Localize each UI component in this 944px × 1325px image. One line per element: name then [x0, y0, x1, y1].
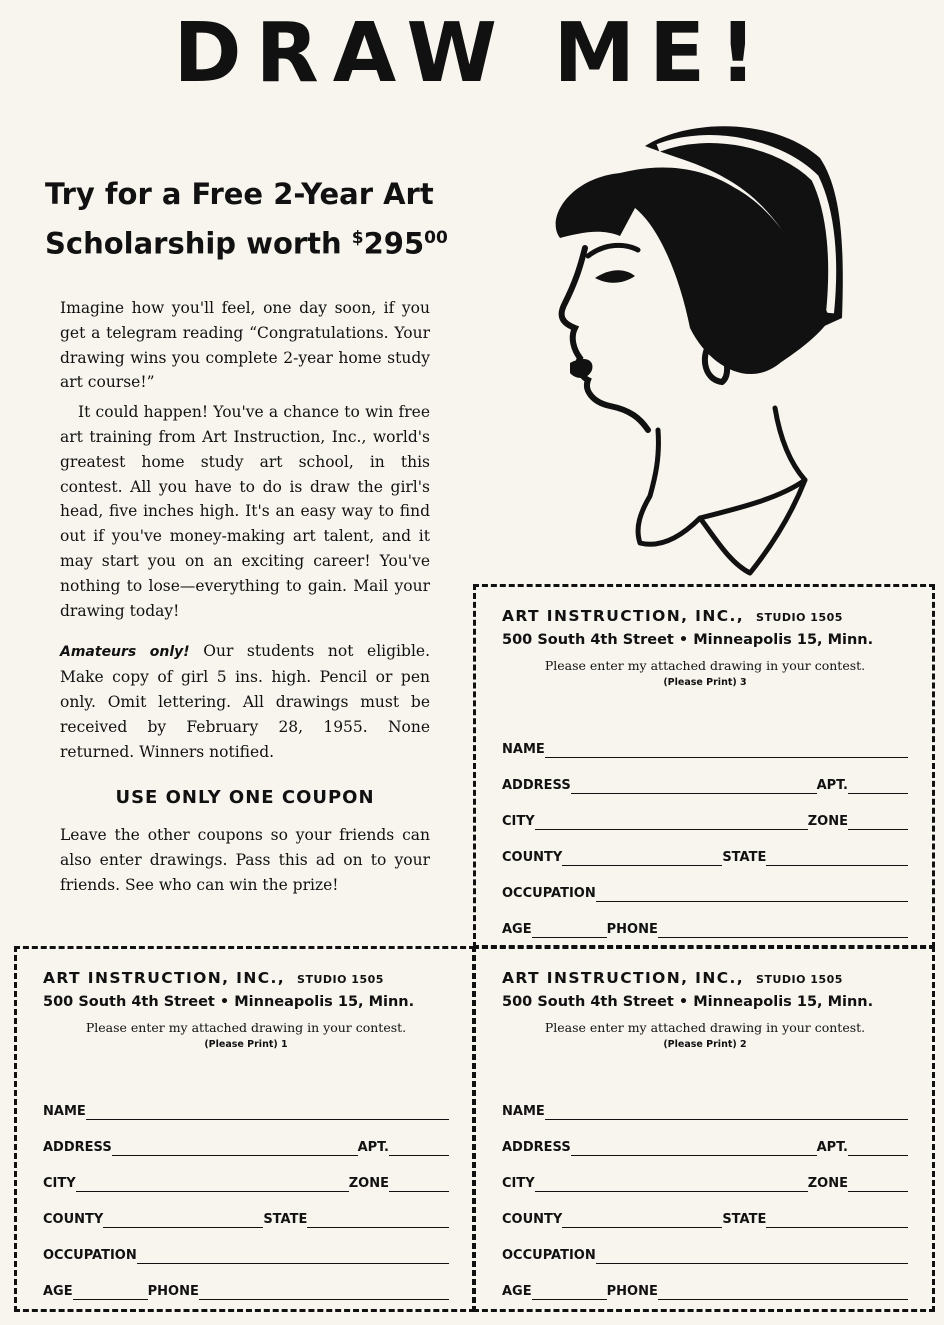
company-name: ART INSTRUCTION, INC.,: [502, 607, 745, 625]
eye: [595, 270, 635, 283]
company-address: 500 South 4th Street • Minneapolis 15, Minn.: [502, 994, 874, 1010]
apt-input-line[interactable]: [389, 1141, 449, 1156]
city-input-line[interactable]: [76, 1177, 349, 1192]
coupon-number: 3: [740, 677, 747, 688]
subhead: [45, 172, 475, 266]
zone-label: ZONE: [807, 814, 848, 829]
city-input-line[interactable]: [535, 1177, 808, 1192]
coupon-number: 2: [740, 1039, 747, 1050]
subhead-line1: Try for a Free 2-Year Art: [45, 177, 434, 211]
county-label: COUNTY: [502, 850, 563, 865]
coupon-1: [14, 946, 475, 1312]
city-input-line[interactable]: [535, 815, 808, 830]
coupon-3: [473, 584, 935, 948]
zone-input-line[interactable]: [389, 1177, 449, 1192]
please-print: (Please Print) 2: [663, 1039, 747, 1050]
apt-label: APT.: [816, 778, 848, 793]
county-label: COUNTY: [43, 1212, 104, 1227]
occupation-label: OCCUPATION: [43, 1248, 137, 1263]
state-label: STATE: [722, 1212, 767, 1227]
address-input-line[interactable]: [571, 779, 817, 794]
headline: DRAW ME!: [173, 6, 771, 101]
paragraph-3-text: Our students not eligible. Make copy of girl 5 ins. high. Pencil or pen only. Omit lettering. All drawings must be received by February 28, 1955. None returned. Winners notified.: [60, 642, 430, 761]
state-input-line[interactable]: [307, 1213, 449, 1228]
state-input-line[interactable]: [766, 851, 908, 866]
studio-number: STUDIO 1505: [756, 973, 843, 986]
age-input-line[interactable]: [73, 1285, 148, 1300]
age-label: AGE: [502, 1284, 532, 1299]
age-label: AGE: [502, 922, 532, 937]
company-address: 500 South 4th Street • Minneapolis 15, Minn.: [502, 632, 874, 648]
phone-input-line[interactable]: [658, 1285, 908, 1300]
eyebrow: [588, 245, 638, 256]
subhead-dollar: $: [351, 228, 364, 248]
city-label: CITY: [502, 1176, 535, 1191]
coupon-heading: USE ONLY ONE COUPON: [115, 787, 375, 809]
collar: [638, 480, 805, 573]
address-label: ADDRESS: [43, 1140, 112, 1155]
body-text: [60, 296, 430, 898]
lips: [570, 359, 592, 378]
address-input-line[interactable]: [571, 1141, 817, 1156]
age-input-line[interactable]: [532, 1285, 607, 1300]
occupation-label: OCCUPATION: [502, 886, 596, 901]
company-name: ART INSTRUCTION, INC.,: [502, 969, 745, 987]
apt-input-line[interactable]: [848, 1141, 908, 1156]
name-input-line[interactable]: [545, 743, 908, 758]
occupation-label: OCCUPATION: [502, 1248, 596, 1263]
apt-label: APT.: [816, 1140, 848, 1155]
entry-instruction: Please enter my attached drawing in your contest.: [544, 1020, 866, 1035]
studio-number: STUDIO 1505: [297, 973, 384, 986]
name-label: NAME: [502, 1104, 545, 1119]
please-print: (Please Print) 3: [663, 677, 747, 688]
paragraph-3: [60, 639, 430, 764]
company-name: ART INSTRUCTION, INC.,: [43, 969, 286, 987]
name-input-line[interactable]: [86, 1105, 449, 1120]
name-input-line[interactable]: [545, 1105, 908, 1120]
address-label: ADDRESS: [502, 778, 571, 793]
coupon-number: 1: [281, 1039, 288, 1050]
zone-label: ZONE: [807, 1176, 848, 1191]
company-address: 500 South 4th Street • Minneapolis 15, Minn.: [43, 994, 415, 1010]
subhead-line2: Scholarship worth: [45, 226, 352, 261]
phone-input-line[interactable]: [199, 1285, 449, 1300]
county-input-line[interactable]: [562, 851, 722, 866]
name-label: NAME: [502, 742, 545, 757]
girl-portrait-illustration: [540, 118, 850, 578]
phone-label: PHONE: [606, 1284, 658, 1299]
neck: [650, 408, 805, 496]
city-label: CITY: [502, 814, 535, 829]
name-label: NAME: [43, 1104, 86, 1119]
state-label: STATE: [263, 1212, 308, 1227]
studio-number: STUDIO 1505: [756, 611, 843, 624]
subhead-cents: 00: [424, 228, 448, 248]
apt-input-line[interactable]: [848, 779, 908, 794]
phone-label: PHONE: [606, 922, 658, 937]
apt-label: APT.: [357, 1140, 389, 1155]
state-label: STATE: [722, 850, 767, 865]
zone-label: ZONE: [348, 1176, 389, 1191]
zone-input-line[interactable]: [848, 1177, 908, 1192]
county-label: COUNTY: [502, 1212, 563, 1227]
paragraph-4: Leave the other coupons so your friends can also enter drawings. Pass this ad on to your friends. See who can win the prize!: [60, 826, 430, 894]
age-input-line[interactable]: [532, 923, 607, 938]
city-label: CITY: [43, 1176, 76, 1191]
zone-input-line[interactable]: [848, 815, 908, 830]
county-input-line[interactable]: [103, 1213, 263, 1228]
paragraph-2: It could happen! You've a chance to win free art training from Art Instruction, Inc., world's greatest home study art school, in this contest. All you have to do is draw the girl's head, five inches high. It's an easy way to find out if you've money-making art talent, and it may start you on an exciting career! You've nothing to lose—everything to gain. Mail your drawing today!: [60, 403, 430, 620]
occupation-input-line[interactable]: [596, 1249, 908, 1264]
entry-instruction: Please enter my attached drawing in your contest.: [85, 1020, 407, 1035]
age-label: AGE: [43, 1284, 73, 1299]
phone-label: PHONE: [147, 1284, 199, 1299]
occupation-input-line[interactable]: [137, 1249, 449, 1264]
amateurs-only: Amateurs only!: [60, 644, 190, 661]
state-input-line[interactable]: [766, 1213, 908, 1228]
phone-input-line[interactable]: [658, 923, 908, 938]
coupon-2: [473, 946, 935, 1312]
please-print: (Please Print) 1: [204, 1039, 288, 1050]
county-input-line[interactable]: [562, 1213, 722, 1228]
subhead-amount: 295: [363, 226, 425, 261]
entry-instruction: Please enter my attached drawing in your contest.: [544, 658, 866, 673]
address-input-line[interactable]: [112, 1141, 358, 1156]
paragraph-1: Imagine how you'll feel, one day soon, if you get a telegram reading “Congratulations. Your drawing wins you complete 2-year home study art course!”: [60, 299, 430, 392]
address-label: ADDRESS: [502, 1140, 571, 1155]
occupation-input-line[interactable]: [596, 887, 908, 902]
